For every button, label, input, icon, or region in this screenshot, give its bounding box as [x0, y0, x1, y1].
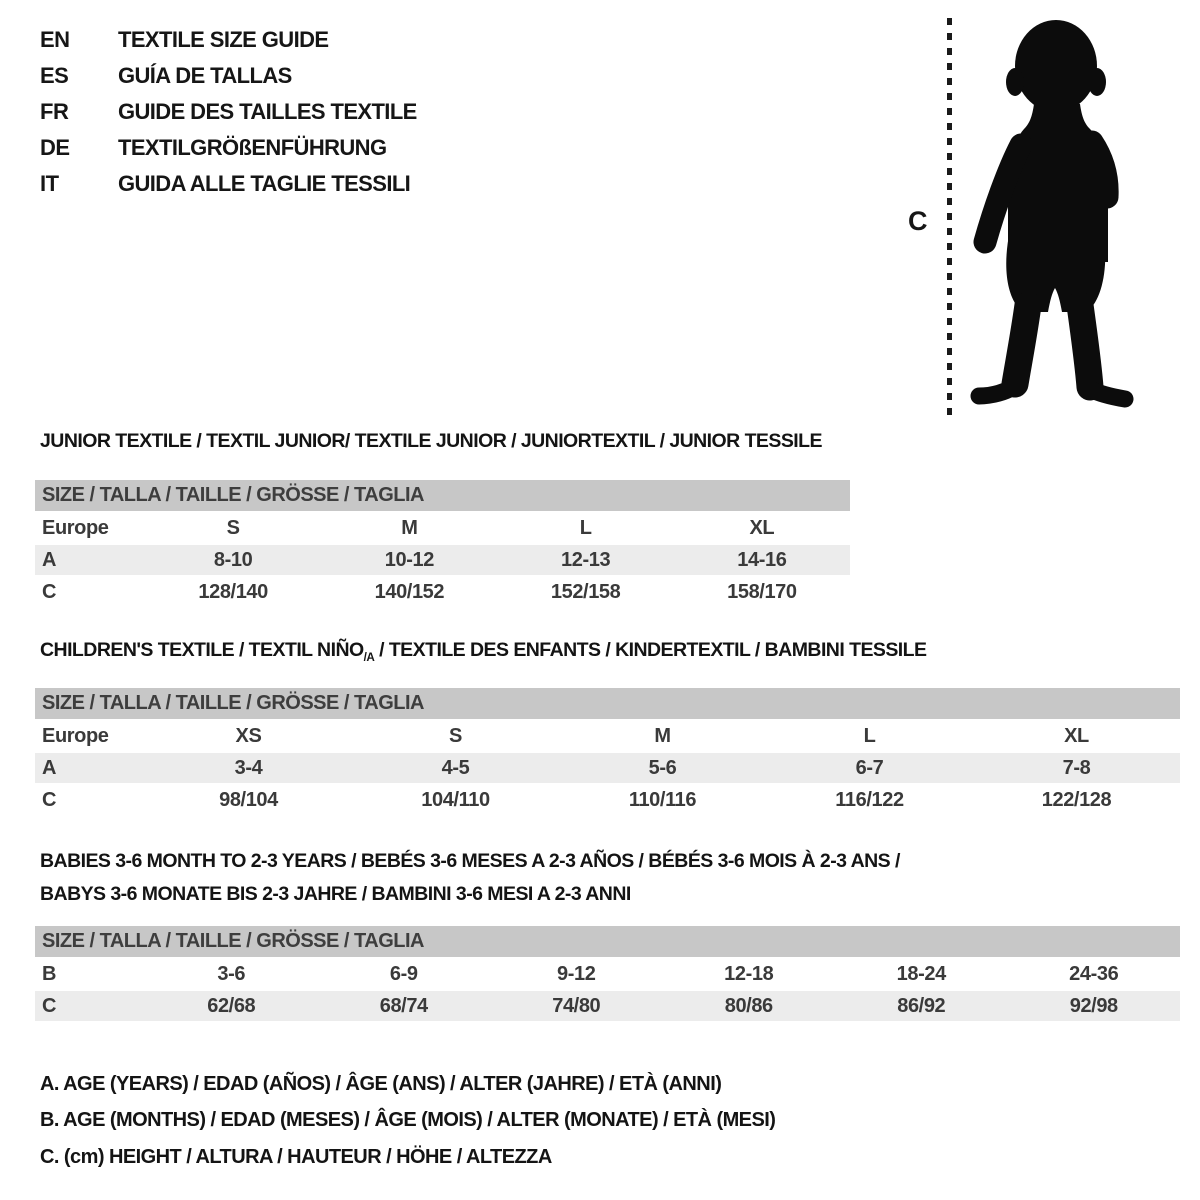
height-cell: 74/80: [552, 994, 601, 1017]
row-label: A: [42, 548, 57, 571]
height-cell: 68/74: [379, 994, 428, 1017]
age-cell: 6-9: [389, 962, 418, 985]
size-header-bar: SIZE / TALLA / TAILLE / GRÖSSE / TAGLIA: [35, 480, 850, 511]
age-cell: 12-18: [724, 962, 774, 985]
height-cell: 122/128: [1041, 788, 1112, 811]
age-cell: 18-24: [896, 962, 946, 985]
height-measure-figure: [880, 0, 1200, 430]
language-title-list: [40, 22, 417, 202]
babies-section-title: [40, 845, 900, 911]
language-code: FR: [40, 99, 69, 124]
age-cell: 7-8: [1062, 756, 1091, 779]
size-header-bar: SIZE / TALLA / TAILLE / GRÖSSE / TAGLIA: [35, 926, 1180, 957]
guide-title-fr: GUIDE DES TAILLES TEXTILE: [118, 99, 417, 124]
guide-title-it: GUIDA ALLE TAGLIE TESSILI: [118, 171, 411, 196]
children-size-table: [35, 688, 1180, 817]
height-cell: 110/116: [628, 788, 697, 811]
table-row-height: [35, 785, 1180, 815]
row-label: B: [42, 962, 57, 985]
row-label: Europe: [42, 724, 109, 747]
age-cell: 3-6: [217, 962, 246, 985]
height-cell: 80/86: [724, 994, 773, 1017]
guide-title-de: TEXTILGRÖßENFÜHRUNG: [118, 135, 387, 160]
height-cell: 158/170: [727, 580, 797, 603]
height-cell: 86/92: [897, 994, 946, 1017]
junior-section-title: JUNIOR TEXTILE / TEXTIL JUNIOR/ TEXTILE JUNIOR / JUNIORTEXTIL / JUNIOR TESSILE: [40, 430, 822, 452]
legend-age-months: B. AGE (MONTHS) / EDAD (MESES) / ÂGE (MOIS) / ALTER (MONATE) / ETÀ (MESI): [40, 1109, 776, 1132]
age-cell: 4-5: [441, 756, 470, 779]
language-row-de: [40, 130, 417, 166]
age-cell: 8-10: [213, 548, 253, 571]
babies-size-table: [35, 926, 1180, 1023]
height-measure-label: C: [908, 206, 928, 236]
children-title-subscript: /A: [363, 650, 375, 664]
size-cell: L: [863, 724, 876, 747]
size-cell: XS: [235, 724, 262, 747]
guide-title-es: GUÍA DE TALLAS: [118, 63, 292, 88]
babies-title-line2: BABYS 3-6 MONATE BIS 2-3 JAHRE / BAMBINI 3-6 MESI A 2-3 ANNI: [40, 883, 631, 905]
language-row-es: [40, 58, 417, 94]
age-cell: 5-6: [648, 756, 677, 779]
age-cell: 12-13: [561, 548, 611, 571]
size-cell: M: [401, 516, 418, 539]
table-row-age: [35, 753, 1180, 783]
size-cell: M: [654, 724, 671, 747]
size-cell: S: [226, 516, 240, 539]
toddler-silhouette-icon: [964, 18, 1142, 416]
row-label: Europe: [42, 516, 109, 539]
table-row-age: [35, 545, 850, 575]
babies-title-line1: BABIES 3-6 MONTH TO 2-3 YEARS / BEBÉS 3-6 MESES A 2-3 AÑOS / BÉBÉS 3-6 MOIS À 2-3 ANS /: [40, 850, 900, 872]
size-header-bar: SIZE / TALLA / TAILLE / GRÖSSE / TAGLIA: [35, 688, 1180, 719]
age-cell: 24-36: [1069, 962, 1119, 985]
height-cell: 116/122: [835, 788, 904, 811]
legend-age-years: A. AGE (YEARS) / EDAD (AÑOS) / ÂGE (ANS) / ALTER (JAHRE) / ETÀ (ANNI): [40, 1072, 722, 1095]
size-cell: XL: [749, 516, 775, 539]
language-code: IT: [40, 171, 59, 196]
age-cell: 10-12: [384, 548, 434, 571]
row-label: C: [42, 580, 57, 603]
size-cell: XL: [1064, 724, 1089, 747]
junior-size-table: [35, 480, 850, 609]
height-dashed-line: [947, 18, 952, 416]
row-label: C: [42, 788, 57, 811]
table-row-height: [35, 991, 1180, 1021]
table-row-height: [35, 577, 850, 607]
table-row-europe: [35, 513, 850, 543]
table-row-europe: [35, 721, 1180, 751]
height-cell: 128/140: [198, 580, 268, 603]
age-cell: 6-7: [855, 756, 884, 779]
height-cell: 98/104: [219, 788, 278, 811]
height-cell: 104/110: [421, 788, 490, 811]
language-code: EN: [40, 27, 70, 52]
height-cell: 152/158: [550, 580, 621, 603]
size-cell: L: [579, 516, 592, 539]
age-cell: 9-12: [557, 962, 596, 985]
language-code: ES: [40, 63, 69, 88]
table-row-age-months: [35, 959, 1180, 989]
height-cell: 92/98: [1069, 994, 1118, 1017]
language-row-en: [40, 22, 417, 58]
height-cell: 140/152: [374, 580, 445, 603]
height-cell: 62/68: [207, 994, 256, 1017]
legend-height-cm: C. (cm) HEIGHT / ALTURA / HAUTEUR / HÖHE / ALTEZZA: [40, 1145, 552, 1168]
row-label: A: [42, 756, 57, 779]
age-cell: 14-16: [737, 548, 787, 571]
row-label: C: [42, 994, 57, 1017]
size-cell: S: [449, 724, 462, 747]
age-cell: 3-4: [234, 756, 263, 779]
children-title-text: / TEXTILE DES ENFANTS / KINDERTEXTIL / BAMBINI TESSILE: [374, 639, 927, 661]
language-code: DE: [40, 135, 70, 160]
children-section-title: [40, 639, 927, 664]
measurement-legend: [40, 1066, 775, 1176]
language-row-fr: [40, 94, 417, 130]
language-row-it: [40, 166, 417, 202]
children-title-text: CHILDREN'S TEXTILE / TEXTIL NIÑO: [40, 639, 364, 661]
guide-title-en: TEXTILE SIZE GUIDE: [118, 27, 329, 52]
